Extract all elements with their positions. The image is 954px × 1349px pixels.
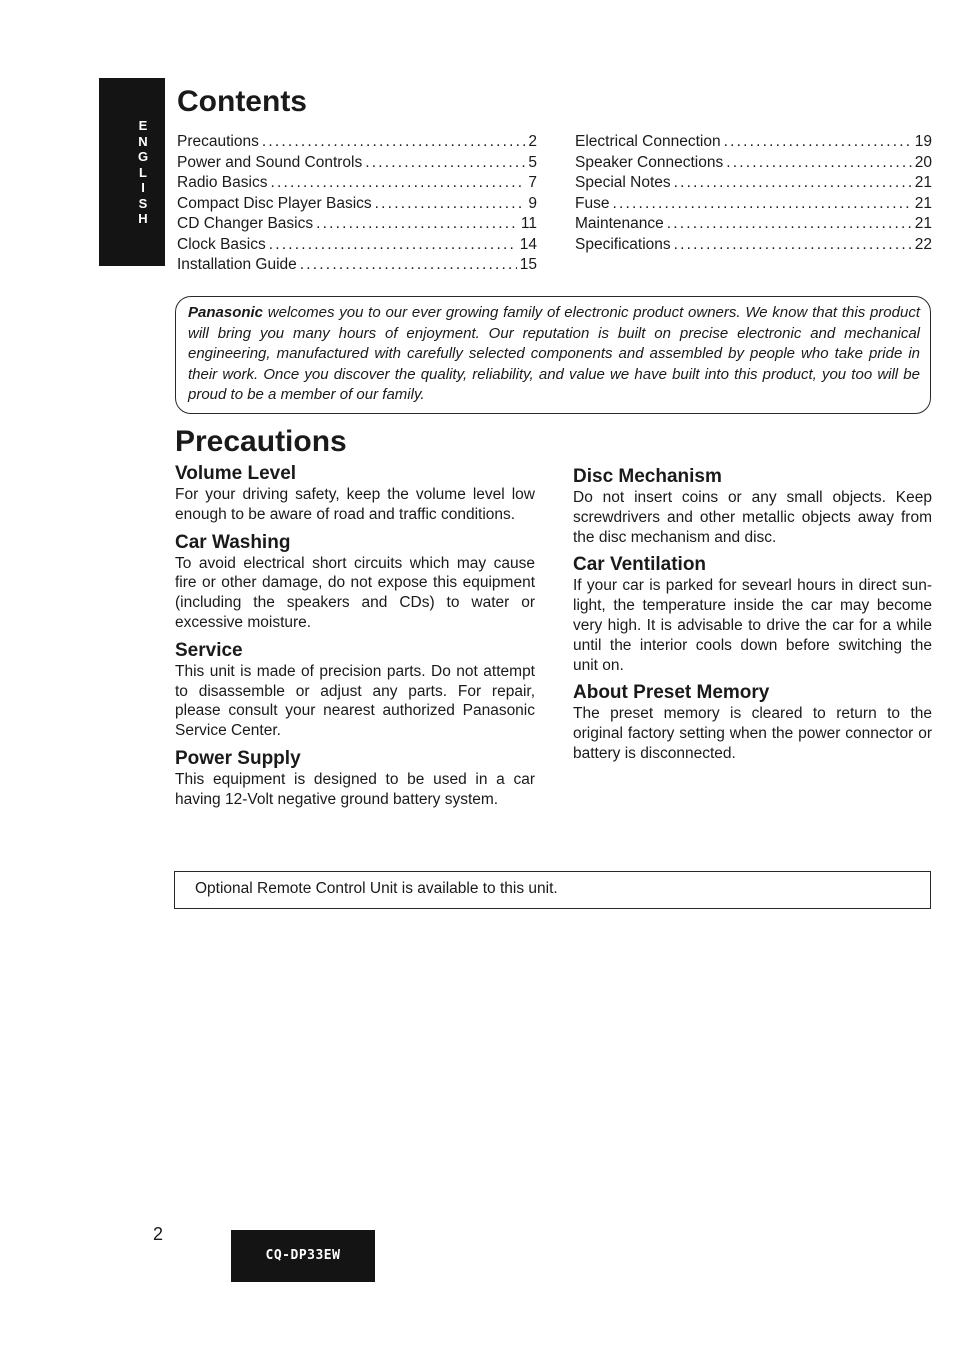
- toc-entry[interactable]: [177, 255, 537, 276]
- toc-leader-dots: [674, 173, 912, 194]
- language-letter: L: [139, 164, 147, 180]
- page-number: 2: [153, 1224, 164, 1244]
- language-letter: I: [141, 180, 145, 195]
- language-letter: S: [138, 195, 148, 211]
- toc-left-column: [177, 132, 537, 276]
- toc-entry-page: 21: [914, 194, 932, 212]
- section-body: The preset memory is cleared to return to the original factory setting when the power connector or battery is disconnected.: [573, 705, 932, 762]
- precaution-section: [175, 747, 535, 810]
- toc-entry[interactable]: [575, 153, 932, 174]
- toc-entry-page: 7: [528, 174, 537, 191]
- toc-entry[interactable]: [177, 153, 537, 174]
- section-heading: Disc Mechanism: [573, 466, 722, 487]
- toc-entry-label: Maintenance: [575, 215, 664, 232]
- toc-leader-dots: [316, 214, 518, 235]
- language-letter: G: [137, 149, 149, 164]
- toc-leader-dots: [375, 194, 526, 215]
- language-letter: H: [138, 211, 148, 226]
- language-tab: [99, 78, 165, 266]
- toc-entry[interactable]: [177, 235, 537, 256]
- toc-entry[interactable]: [575, 194, 932, 215]
- toc-entry[interactable]: [177, 194, 537, 215]
- toc-entry[interactable]: [575, 235, 932, 256]
- welcome-text: welcomes you to our ever growing family of electronic product owners. We know that this product will bring you many hours of enjoyment. Our reputation is built on precise electronic and mechanical engineering, manufactured with carefully selected components and assembled by people who take pride in their work. Once you discover the quality, reliability, and value we have built into this product, you too will be proud to be a member of our family.: [188, 304, 920, 403]
- toc-entry-label: Special Notes: [575, 174, 671, 191]
- toc-entry-label: Speaker Connections: [575, 153, 724, 171]
- toc-entry-label: Electrical Connection: [575, 133, 721, 150]
- toc-entry-label: Specifications: [575, 235, 671, 253]
- precautions-left-column: [175, 462, 535, 816]
- toc-entry-label: Compact Disc Player Basics: [177, 194, 372, 212]
- section-heading: About Preset Memory: [573, 682, 770, 704]
- language-tab-label: [134, 118, 152, 227]
- toc-entry-label: Radio Basics: [177, 174, 268, 191]
- toc-leader-dots: [270, 173, 525, 194]
- model-badge: CQ-DP33EW: [231, 1230, 375, 1282]
- language-letter: E: [138, 118, 148, 133]
- toc-leader-dots: [724, 132, 912, 153]
- toc-entry[interactable]: [177, 173, 537, 194]
- section-heading: Car Ventilation: [573, 554, 707, 576]
- precautions-title: Precautions: [175, 425, 347, 458]
- precaution-section: [573, 465, 932, 547]
- toc-entry-page: 14: [519, 235, 537, 253]
- toc-entry-label: CD Changer Basics: [177, 215, 314, 232]
- section-body: To avoid electrical short circuits which may cause fire or other damage, do not expose this equipment (including the speakers and CDs) to water or excessive moisture.: [175, 554, 535, 631]
- section-body: This unit is made of precision parts. Do not attempt to disassemble or adjust any parts. For repair, please consult your nearest authorized Panasonic Service Center.: [175, 662, 535, 740]
- toc-leader-dots: [300, 255, 517, 276]
- toc-leader-dots: [674, 235, 912, 256]
- precaution-section: [175, 462, 535, 525]
- toc-entry-label: Fuse: [575, 194, 610, 212]
- section-body: For your driving safety, keep the volume level low enough to be aware of road and traffic conditions.: [175, 486, 535, 523]
- brand-name: Panasonic: [188, 304, 264, 321]
- toc-entry-page: 19: [914, 133, 932, 150]
- toc-entry-page: 2: [528, 133, 537, 150]
- precaution-section: [573, 681, 932, 763]
- section-heading: Volume Level: [175, 463, 297, 484]
- toc-entry[interactable]: [575, 214, 932, 235]
- precautions-right-column: [573, 465, 932, 770]
- section-heading: Power Supply: [175, 747, 301, 769]
- toc-leader-dots: [269, 235, 517, 256]
- toc-entry[interactable]: [177, 132, 537, 153]
- section-body: This equipment is designed to be used in a car having 12-Volt negative ground battery system.: [175, 770, 535, 808]
- section-body: Do not insert coins or any small objects. Keep screwdrivers and other metallic objects away from the disc mechanism and disc.: [573, 489, 932, 546]
- remote-control-notice: Optional Remote Control Unit is available to this unit.: [174, 871, 931, 909]
- toc-entry-page: 21: [914, 174, 932, 191]
- toc-entry[interactable]: [575, 132, 932, 153]
- toc-entry[interactable]: [575, 173, 932, 194]
- welcome-box: [175, 296, 931, 414]
- toc-leader-dots: [612, 194, 911, 215]
- toc-entry-label: Power and Sound Controls: [177, 153, 363, 171]
- toc-entry[interactable]: [177, 214, 537, 235]
- toc-leader-dots: [262, 132, 526, 153]
- toc-leader-dots: [667, 214, 912, 235]
- toc-entry-page: 22: [914, 235, 932, 253]
- toc-entry-page: 21: [914, 215, 932, 232]
- contents-title: Contents: [177, 85, 307, 118]
- toc-leader-dots: [365, 153, 525, 174]
- toc-right-column: [575, 132, 932, 255]
- toc-entry-label: Clock Basics: [177, 235, 266, 253]
- precaution-section: [175, 639, 535, 741]
- language-letter: N: [138, 133, 148, 149]
- toc-entry-label: Precautions: [177, 133, 259, 150]
- toc-leader-dots: [726, 153, 912, 174]
- precaution-section: [175, 531, 535, 633]
- toc-entry-label: Installation Guide: [177, 256, 297, 273]
- toc-entry-page: 11: [520, 215, 537, 232]
- section-heading: Car Washing: [175, 531, 291, 553]
- toc-entry-page: 15: [519, 256, 537, 273]
- section-heading: Service: [175, 639, 243, 661]
- toc-entry-page: 9: [528, 194, 537, 212]
- toc-entry-page: 5: [528, 153, 537, 171]
- toc-entry-page: 20: [914, 153, 932, 171]
- welcome-paragraph: [188, 303, 920, 406]
- precaution-section: [573, 553, 932, 675]
- section-body: If your car is parked for sevearl hours in direct sun-light, the temperature inside the car may become very high. It is advisable to drive the car for a while until the interior cools down before switching the unit on.: [573, 577, 932, 674]
